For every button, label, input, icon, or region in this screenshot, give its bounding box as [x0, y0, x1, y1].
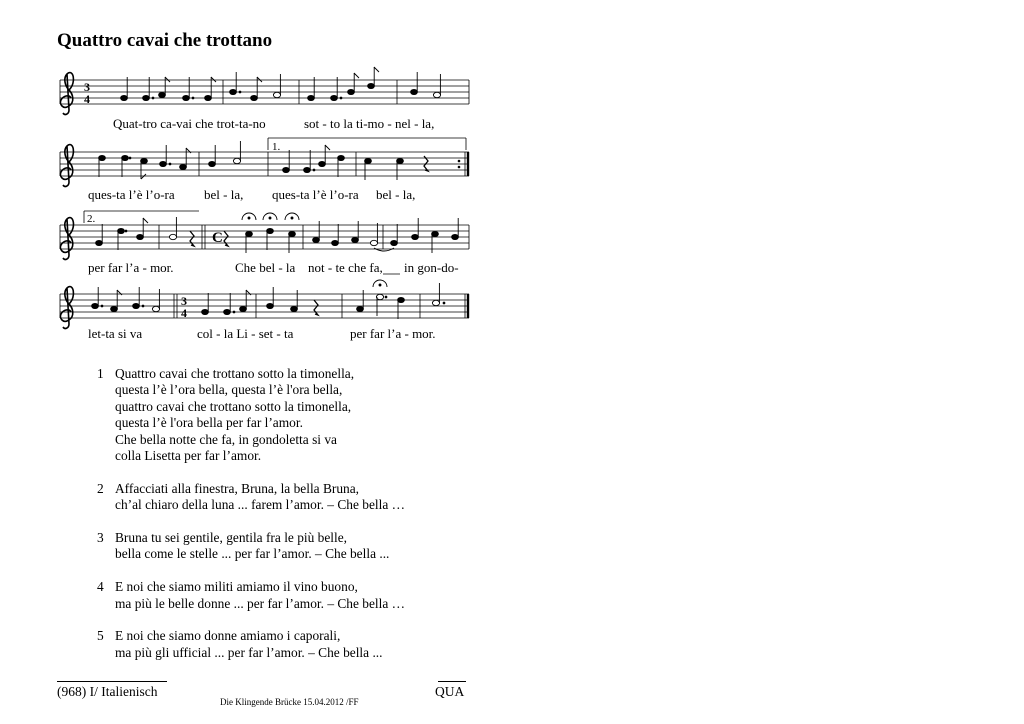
verse-5 [97, 628, 405, 661]
lyric-line-1a: Quat-tro ca-vai che trot-ta-no [113, 116, 266, 131]
song-title: Quattro cavai che trottano [57, 30, 273, 51]
notes-system-1 [121, 67, 441, 101]
verse-number: 3 [97, 530, 104, 546]
verse-3 [97, 530, 405, 563]
common-time-sig: C [212, 230, 223, 246]
lyric-line-2a: ques-ta l’è l’o-ra [88, 187, 175, 202]
verse-line: Quattro cavai che trottano sotto la timonella, [115, 366, 355, 381]
footer-catalog-number: (968) I/ Italienisch [57, 684, 158, 699]
verse-line: ma più gli ufficial ... per far l’amor. – Che bella ... [115, 644, 383, 660]
notes-system-3 [96, 213, 459, 253]
footer-source: Die Klingende Brücke 15.04.2012 /FF [220, 697, 359, 707]
lyric-line-4c: per far l’a - mor. [350, 326, 436, 341]
lyric-line-3c: not - te che fa, [308, 260, 383, 275]
treble-clef-icon [60, 287, 73, 329]
time-sig-top: 3 [181, 294, 187, 308]
verse-line: questa l’è l'ora bella per far l’amor. [115, 415, 303, 431]
volta-1-label: 1. [272, 141, 281, 153]
verse-number: 4 [97, 579, 104, 595]
verse-line: Affacciati alla finestra, Bruna, la bella Bruna, [115, 480, 360, 496]
treble-clef-icon [60, 73, 73, 115]
footer-rule-right [438, 681, 466, 682]
lyric-line-3a: per far l’a - mor. [88, 260, 174, 275]
verse-line: bella come le stelle ... per far l’amor. – Che bella ... [115, 546, 390, 562]
verse-line: ch’al chiaro della luna ... farem l’amor. – Che bella … [115, 497, 406, 513]
lyric-line-4a: let-ta si va [88, 326, 143, 341]
verse-number: 5 [97, 628, 104, 644]
footer-rule-left [57, 681, 167, 682]
verse-number: 2 [97, 480, 104, 496]
staff-system-4 [60, 280, 469, 341]
time-sig-top: 3 [84, 80, 90, 94]
verse-line: Bruna tu sei gentile, gentila fra le più belle, [115, 530, 348, 546]
lyric-line-4b: col - la Li - set - ta [197, 326, 294, 341]
verse-line: E noi che siamo militi amiamo il vino buono, [115, 579, 358, 595]
lyric-line-2d: bel - la, [376, 187, 416, 202]
footer-code: QUA [435, 684, 465, 699]
staff-system-1 [60, 67, 469, 131]
verses-section [97, 366, 405, 678]
notes-system-4 [92, 280, 445, 319]
verse-line: E noi che siamo donne amiamo i caporali, [115, 628, 341, 644]
verse-1 [97, 366, 405, 464]
verse-line: Che bella notte che fa, in gondoletta si va [115, 431, 337, 447]
treble-clef-icon [60, 218, 73, 260]
verse-line: quattro cavai che trottano sotto la timonella, [115, 398, 352, 414]
lyric-line-1b: sot - to la ti-mo - nel - la, [304, 116, 435, 131]
lyric-line-2c: ques-ta l’è l’o-ra [272, 187, 359, 202]
time-sig-bottom: 4 [84, 92, 90, 106]
verse-2 [97, 481, 405, 514]
verse-line: questa l’è l’ora bella, questa l’è l'ora bella, [115, 382, 343, 398]
music-score [0, 0, 1024, 360]
lyric-line-3b: Che bel - la [235, 260, 296, 275]
volta-2-label: 2. [87, 213, 96, 225]
verse-number: 1 [97, 366, 104, 381]
notes-system-2 [99, 141, 428, 180]
verse-line: ma più le belle donne ... per far l’amor. – Che bella … [115, 595, 406, 611]
verse-line: colla Lisetta per far l’amor. [115, 448, 262, 464]
treble-clef-icon [60, 145, 73, 187]
verse-4 [97, 579, 405, 612]
lyric-line-2b: bel - la, [204, 187, 244, 202]
time-sig-bottom: 4 [181, 306, 187, 320]
lyric-line-3d: in gon-do- [404, 260, 459, 275]
staff-system-2 [60, 138, 469, 202]
staff-system-3 [60, 211, 469, 275]
